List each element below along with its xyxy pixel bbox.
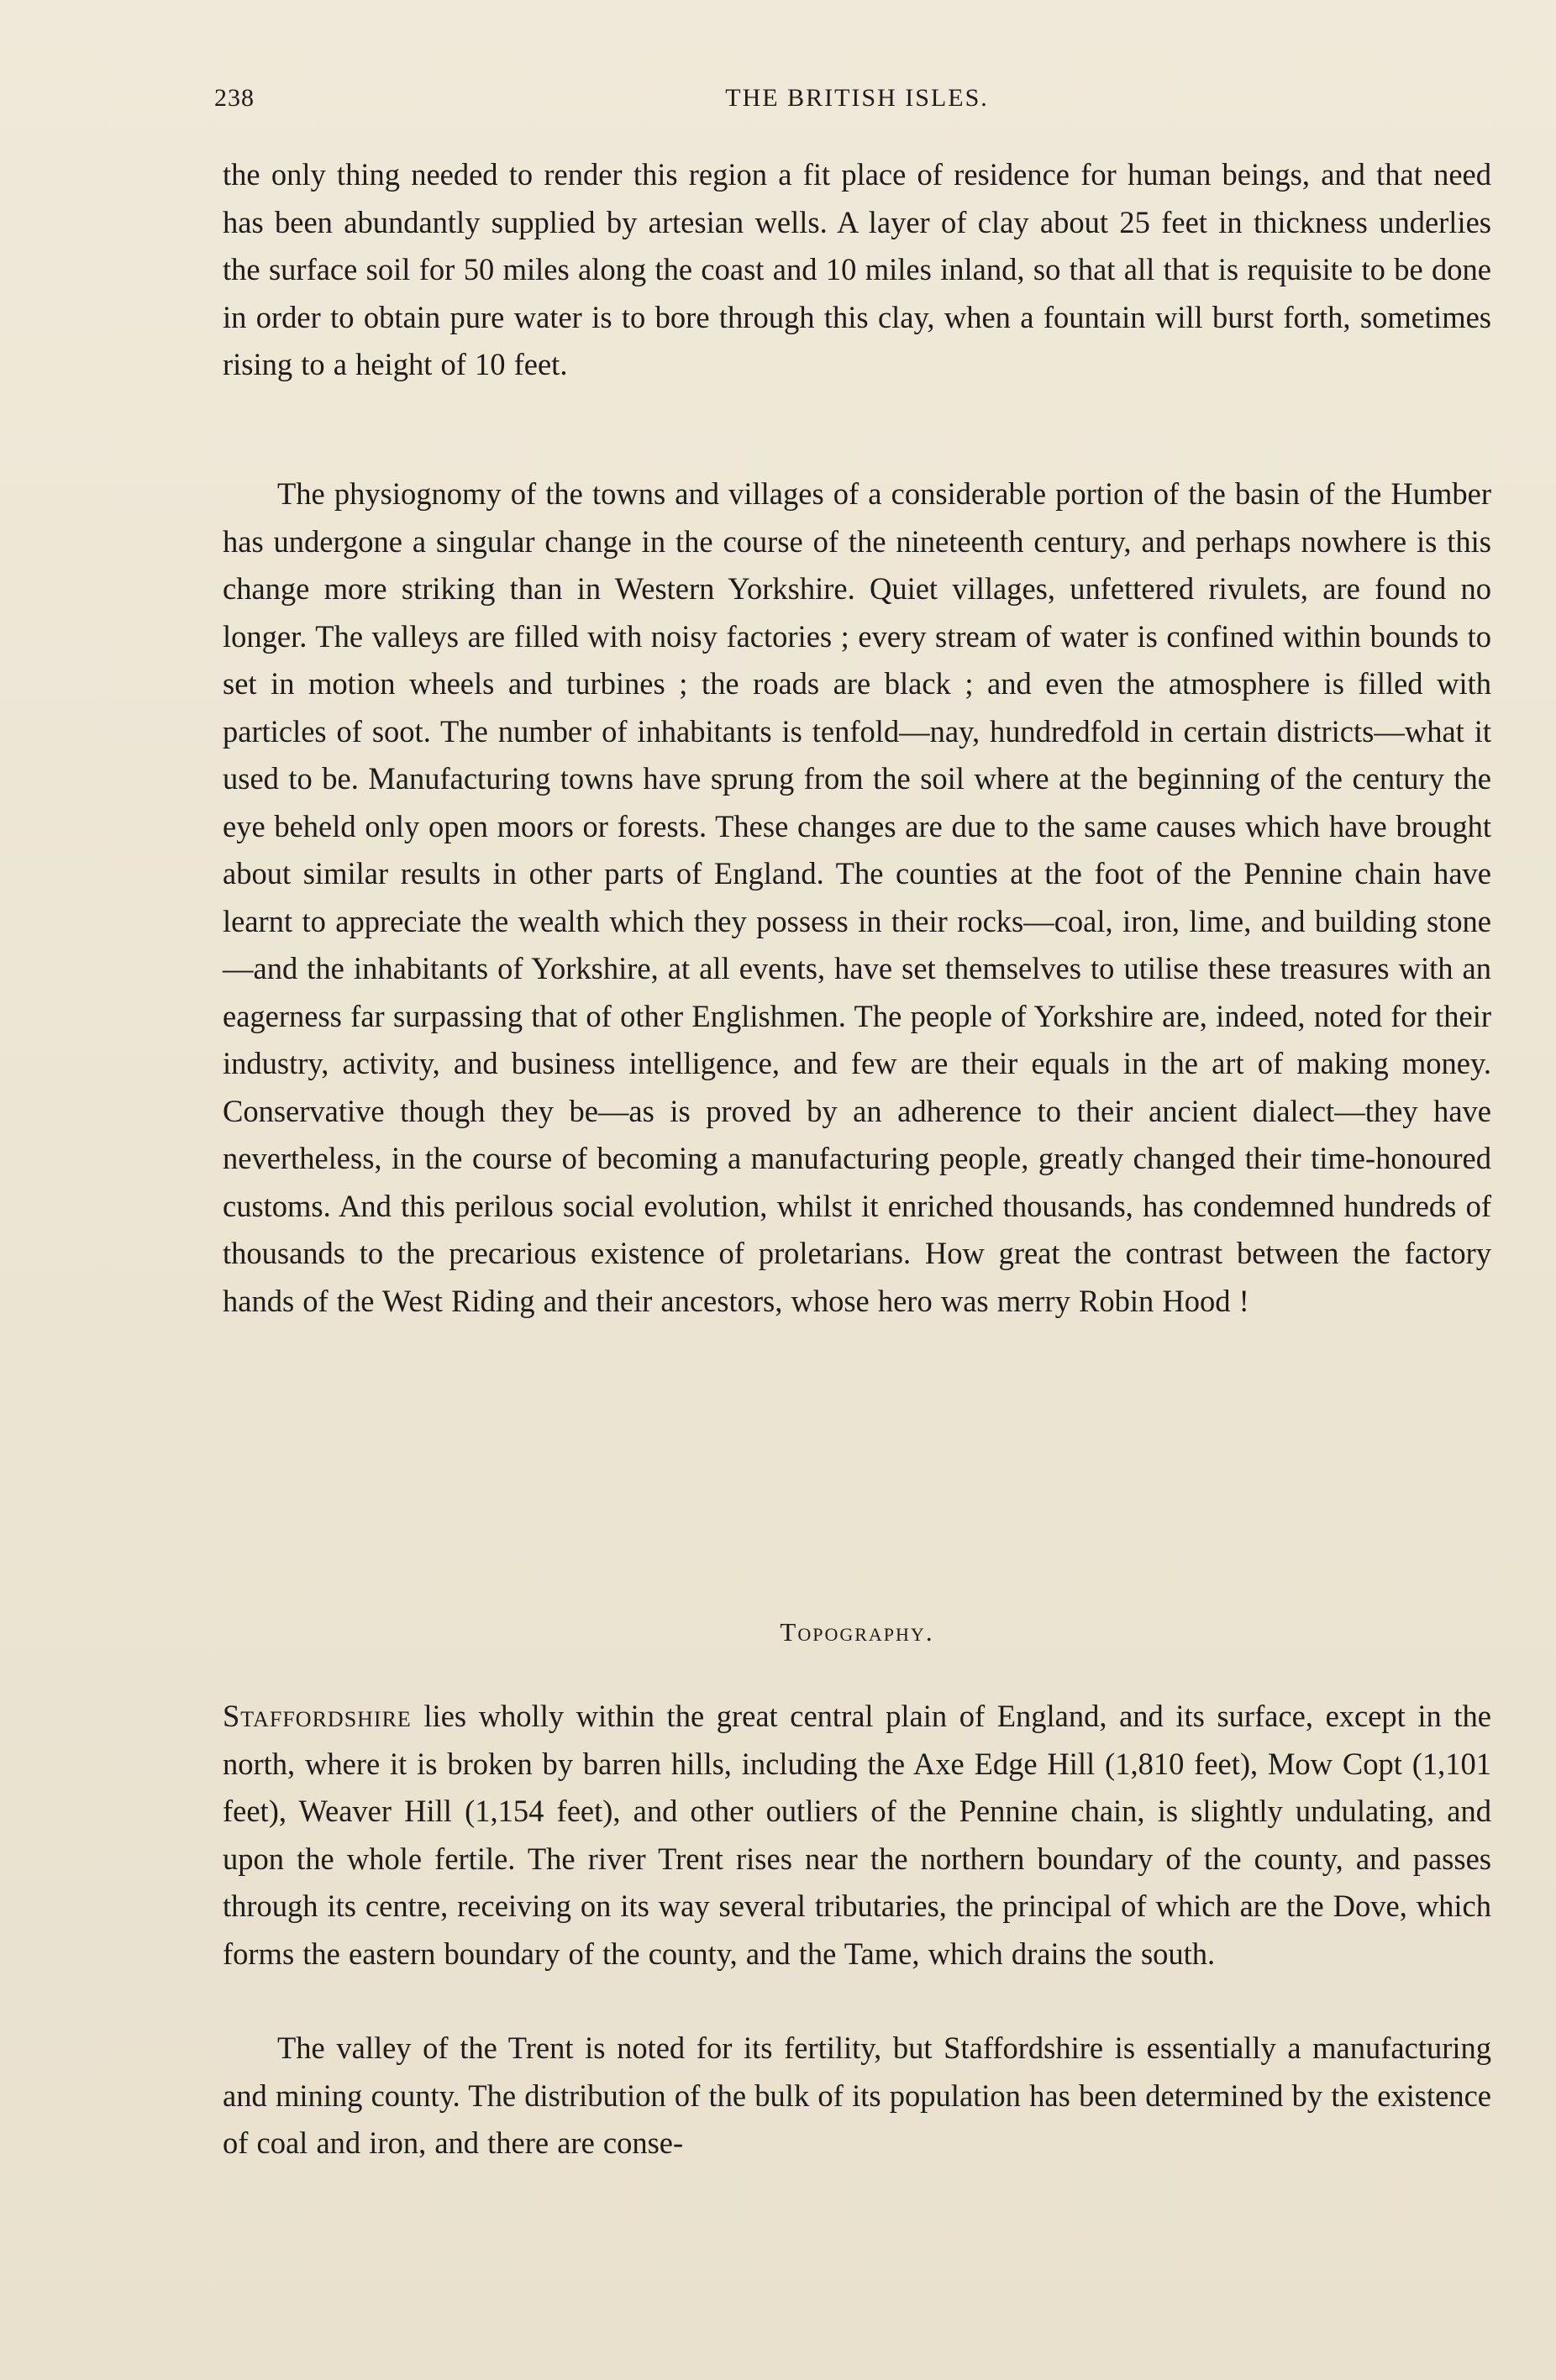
paragraph-lead-word: Staffordshire [223,1699,412,1733]
paragraph-yorkshire [223,470,1491,1325]
paragraph-staffordshire [223,1693,1491,1978]
paragraph-text: The valley of the Trent is noted for its fertility, but Staffordshire is essentially a manufacturing and mining county. The distribution of the bulk of its population has been determined by the existence of coal and iron, and there are conse- [223,2031,1491,2160]
section-heading-topography: Topography. [780,1617,934,1647]
paragraph-continuation [223,151,1491,389]
paragraph-trent-valley [223,2025,1491,2167]
paragraph-text: the only thing needed to render this region a fit place of residence for human beings, and that need has been abundantly supplied by artesian wells. A layer of clay about 25 feet in thickness underlies the surface soil for 50 miles along the coast and 10 miles inland, so that all that is requisite to be done in order to obtain pure water is to bore through this clay, when a fountain will burst forth, sometimes rising to a height of 10 feet. [223,157,1491,381]
running-head: THE BRITISH ISLES. [725,84,989,112]
page-number: 238 [214,84,255,112]
paragraph-text: The physiognomy of the towns and villages of a considerable portion of the basin of the Humber has undergone a singular change in the course of the nineteenth century, and perhaps nowhere is this change more striking than in Western Yorkshire. Quiet villages, unfettered rivulets, are found no longer. The valleys are filled with noisy factories ; every stream of water is confined within bounds to set in motion wheels and turbines ; the roads are black ; and even the atmosphere is filled with particles of soot. The number of inhabitants is tenfold—nay, hundredfold in certain districts—what it used to be. Manufacturing towns have sprung from the soil where at the beginning of the century the eye beheld only open moors or forests. These changes are due to the same causes which have brought about similar results in other parts of England. The counties at the foot of the Pennine chain have learnt to appreciate the wealth which they possess in their rocks—coal, iron, lime, and building stone—and the inhabitants of Yorkshire, at all events, have set themselves to utilise these treasures with an eagerness far surpassing that of other Englishmen. The people of Yorkshire are, indeed, noted for their industry, activity, and business intelligence, and few are their equals in the art of making money. Conservative though they be—as is proved by an adherence to their ancient dialect—they have nevertheless, in the course of becoming a manufacturing people, greatly changed their time-honoured customs. And this perilous social evolution, whilst it enriched thousands, has condemned hundreds of thousands to the precarious existence of proletarians. How great the contrast between the factory hands of the West Riding and their ancestors, whose hero was merry Robin Hood ! [223,476,1491,1318]
paragraph-body: lies wholly within the great central plain of England, and its surface, except in the north, where it is broken by barren hills, including the Axe Edge Hill (1,810 feet), Mow Copt (1,101 feet), Weaver Hill (1,154 feet), and other outliers of the Pennine chain, is slightly undulating, and upon the whole fertile. The river Trent rises near the northern boundary of the county, and passes through its centre, receiving on its way several tributaries, the principal of which are the Dove, which forms the eastern boundary of the county, and the Tame, which drains the south. [223,1699,1491,1971]
page-header [214,84,1500,126]
paragraph-text [223,1693,1491,1978]
